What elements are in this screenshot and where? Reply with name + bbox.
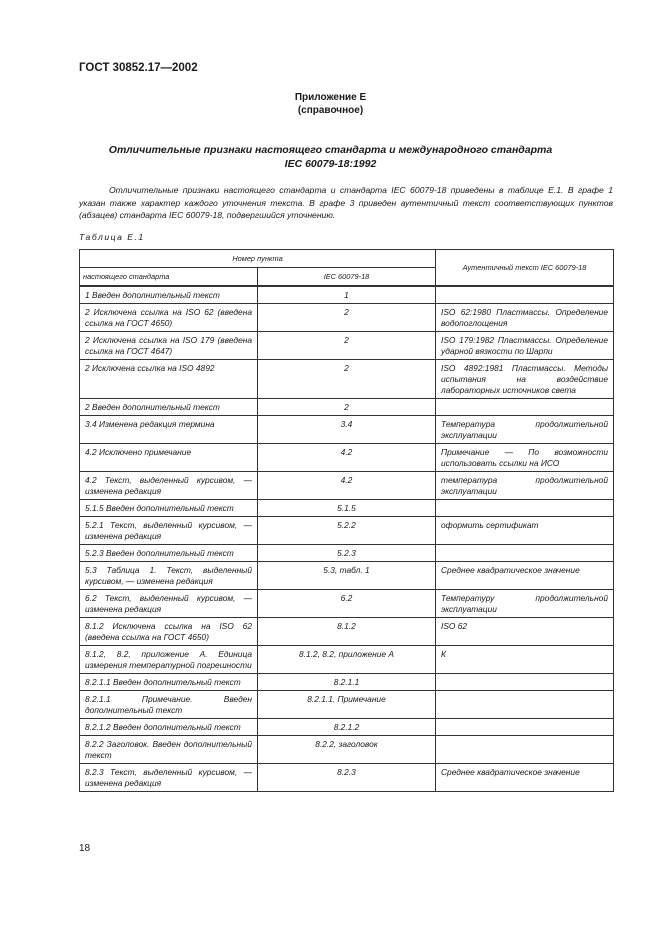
cell-iec-clause: 8.2.1.2 [258,719,436,736]
cell-authentic-text [436,674,614,691]
table-row [80,674,614,691]
cell-authentic-text: ISO 62:1980 Пластмассы. Определение водопоглощения [436,304,614,332]
page-number: 18 [79,843,91,854]
cell-this-standard: 4.2 Текст, выделенный курсивом, — изменена редакция [80,472,258,500]
header-this-standard: настоящего стандарта [80,268,258,287]
table-row [80,562,614,590]
cell-authentic-text [436,736,614,764]
cell-authentic-text [436,286,614,304]
cell-authentic-text [436,500,614,517]
main-title-line-2: IEC 60079-18:1992 [284,158,377,170]
cell-authentic-text [436,719,614,736]
cell-authentic-text: температура продолжительной эксплуатации [436,472,614,500]
cell-this-standard: 5.3 Таблица 1. Текст, выделенный курсивом, — изменена редакция [80,562,258,590]
comparison-table [79,249,614,792]
cell-iec-clause: 2 [258,399,436,416]
table-row [80,444,614,472]
appendix-heading [0,91,661,117]
cell-this-standard: 8.2.2 Заголовок. Введен дополнительный текст [80,736,258,764]
cell-iec-clause: 8.2.1.1 [258,674,436,691]
table-row [80,618,614,646]
cell-authentic-text: К [436,646,614,674]
cell-iec-clause: 2 [258,332,436,360]
table-row [80,517,614,545]
table-body [80,286,614,792]
cell-iec-clause: 8.2.3 [258,764,436,792]
cell-this-standard: 2 Исключена ссылка на ISO 179 (введена ссылка на ГОСТ 4647) [80,332,258,360]
table-row [80,691,614,719]
cell-iec-clause: 8.2.2, заголовок [258,736,436,764]
cell-iec-clause: 3.4 [258,416,436,444]
table-row [80,332,614,360]
cell-iec-clause: 8.1.2, 8.2, приложение А [258,646,436,674]
table-row [80,646,614,674]
table-row [80,416,614,444]
cell-authentic-text: оформить сертификат [436,517,614,545]
table-row [80,545,614,562]
cell-iec-clause: 1 [258,286,436,304]
cell-iec-clause: 6.2 [258,590,436,618]
cell-iec-clause: 4.2 [258,444,436,472]
cell-authentic-text: Примечание — По возможности использовать ссылки на ИСО [436,444,614,472]
cell-iec-clause: 5.1.5 [258,500,436,517]
cell-authentic-text: Среднее квадратическое значение [436,562,614,590]
table-row [80,304,614,332]
cell-this-standard: 5.1.5 Введен дополнительный текст [80,500,258,517]
cell-this-standard: 8.1.2 Исключена ссылка на ISO 62 (введена ссылка на ГОСТ 4650) [80,618,258,646]
cell-this-standard: 6.2 Текст, выделенный курсивом, — изменена редакция [80,590,258,618]
cell-authentic-text: ISO 179:1982 Пластмассы. Определение ударной вязкости по Шарпи [436,332,614,360]
header-iec-standard: IEC 60079-18 [258,268,436,287]
cell-authentic-text [436,691,614,719]
table-row [80,399,614,416]
main-title-line-1: Отличительные признаки настоящего стандарта и международного стандарта [108,144,553,156]
intro-text: Отличительные признаки настоящего стандарта и стандарта IEC 60079-18 приведены в таблице Е.1. В графе 1 указан также характер каждого уточнения текста. В графе 3 приведен аутентичный текст соответствующих пунктов (абзацев) стандарта IEC 60079-18, подвергшийся уточнению. [79,185,613,221]
appendix-title: Приложение Е [294,92,367,103]
table-row [80,472,614,500]
table-row [80,286,614,304]
cell-this-standard: 2 Введен дополнительный текст [80,399,258,416]
table-row [80,719,614,736]
cell-authentic-text: Температура продолжительной эксплуатации [436,416,614,444]
cell-this-standard: 4.2 Исключено примечание [80,444,258,472]
cell-iec-clause: 2 [258,304,436,332]
cell-this-standard: 2 Исключена ссылка на ISO 4892 [80,360,258,399]
cell-authentic-text [436,545,614,562]
table-row [80,590,614,618]
cell-authentic-text: Температуру продолжительной эксплуатации [436,590,614,618]
cell-iec-clause: 5.2.2 [258,517,436,545]
cell-this-standard: 8.1.2, 8.2, приложение А. Единица измерения температурной погрешности [80,646,258,674]
cell-authentic-text: Среднее квадратическое значение [436,764,614,792]
table-row [80,764,614,792]
main-title [79,143,582,171]
cell-iec-clause: 4.2 [258,472,436,500]
cell-authentic-text: ISO 62 [436,618,614,646]
cell-this-standard: 8.2.1.2 Введен дополнительный текст [80,719,258,736]
cell-this-standard: 8.2.1.1 Введен дополнительный текст [80,674,258,691]
cell-this-standard: 2 Исключена ссылка на ISO 62 (введена ссылка на ГОСТ 4650) [80,304,258,332]
cell-this-standard: 8.2.1.1 Примечание. Введен дополнительный текст [80,691,258,719]
table-row [80,736,614,764]
header-authentic-text: Аутентичный текст IEC 60079-18 [436,250,614,287]
cell-iec-clause: 5.2.3 [258,545,436,562]
cell-this-standard: 3.4 Изменена редакция термина [80,416,258,444]
table-row [80,360,614,399]
header-clause-number: Номер пункта [80,250,436,268]
document-code: ГОСТ 30852.17—2002 [79,62,198,74]
cell-iec-clause: 5.3, табл. 1 [258,562,436,590]
appendix-subtitle: (справочное) [297,105,364,116]
cell-authentic-text: ISO 4892:1981 Пластмассы. Методы испытания на воздействие лабораторных источников света [436,360,614,399]
intro-paragraph [79,184,613,222]
cell-authentic-text [436,399,614,416]
cell-iec-clause: 8.1.2 [258,618,436,646]
cell-this-standard: 8.2.3 Текст, выделенный курсивом, — изменена редакция [80,764,258,792]
cell-this-standard: 5.2.1 Текст, выделенный курсивом, — изменена редакция [80,517,258,545]
table-caption: Таблица Е.1 [79,232,145,242]
cell-iec-clause: 8.2.1.1. Примечание [258,691,436,719]
table-row [80,500,614,517]
cell-this-standard: 1 Введен дополнительный текст [80,286,258,304]
cell-iec-clause: 2 [258,360,436,399]
cell-this-standard: 5.2.3 Введен дополнительный текст [80,545,258,562]
